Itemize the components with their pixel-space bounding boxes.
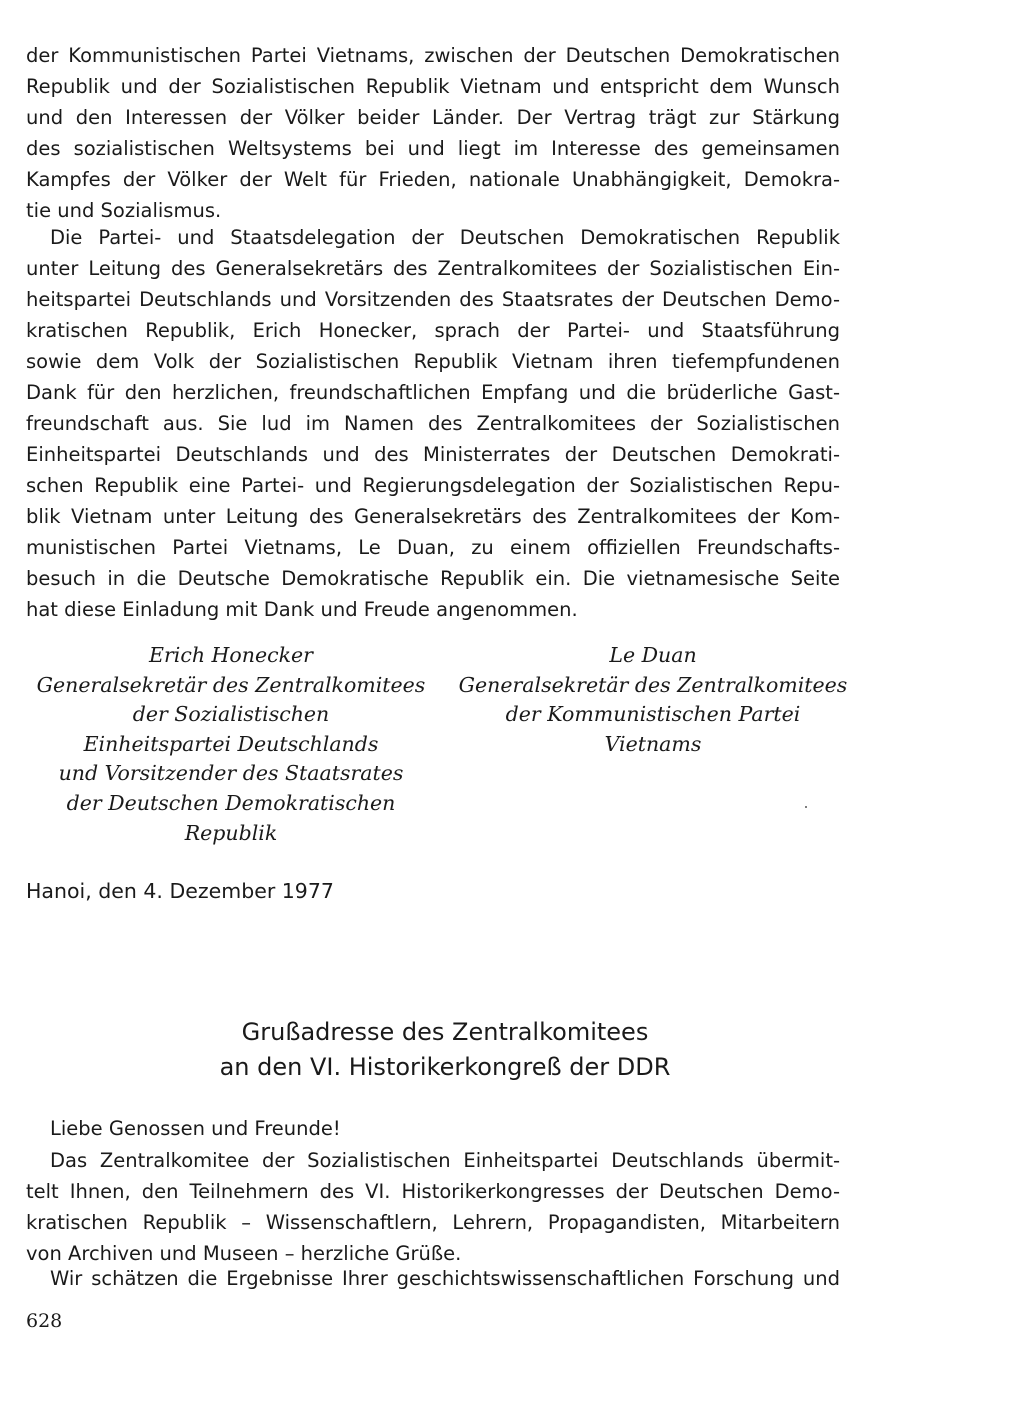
paragraph-1-line-1: der Kommunistischen Partei Vietnams, zwischen der Deutschen Demokratischen <box>26 44 840 67</box>
paragraph-1-line-4: des sozialistischen Weltsystems bei und liegt im Interesse des gemeinsamen <box>26 137 840 160</box>
place-date: Hanoi, den 4. Dezember 1977 <box>26 879 334 903</box>
signature-block-honecker <box>36 641 426 848</box>
paragraph-2-line-11: munistischen Partei Vietnams, Le Duan, zu einem offiziellen Freundschafts- <box>26 536 840 559</box>
paragraph-2-line-5: sowie dem Volk der Sozialistischen Republik Vietnam ihren tiefempfundenen <box>26 350 840 373</box>
section-heading-line-2: an den VI. Historikerkongreß der DDR <box>219 1053 671 1081</box>
paragraph-1-line-5: Kampfes der Völker der Welt für Frieden, nationale Unabhängigkeit, Demokra- <box>26 168 840 191</box>
paragraph-1-line-3: und den Interessen der Völker beider Länder. Der Vertrag trägt zur Stärkung <box>26 106 840 129</box>
paragraph-2-line-2: unter Leitung des Generalsekretärs des Zentralkomitees der Sozialistischen Ein- <box>26 257 840 280</box>
signature-title-line: Einheitspartei Deutschlands <box>83 731 379 756</box>
paragraph-2-line-12: besuch in die Deutsche Demokratische Republik ein. Die vietnamesische Seite <box>26 567 840 590</box>
paragraph-1-line-6: tie und Sozialismus. <box>26 199 222 222</box>
paragraph-1-line-2: Republik und der Sozialistischen Republik Vietnam und entspricht dem Wunsch <box>26 75 840 98</box>
signature-name: Le Duan <box>609 643 697 667</box>
paragraph-2-line-8: Einheitspartei Deutschlands und des Ministerrates der Deutschen Demokrati- <box>26 443 840 466</box>
salutation: Liebe Genossen und Freunde! <box>50 1117 341 1140</box>
paragraph-2-line-7: freundschaft aus. Sie lud im Namen des Zentralkomitees der Sozialistischen <box>26 412 840 435</box>
signature-title-line: Vietnams <box>604 731 702 756</box>
signature-title-line: Generalsekretär des Zentralkomitees <box>458 672 848 697</box>
paragraph-2-line-1: Die Partei- und Staatsdelegation der Deutschen Demokratischen Republik <box>50 226 840 249</box>
paragraph-2-line-13: hat diese Einladung mit Dank und Freude angenommen. <box>26 598 578 621</box>
page-number: 628 <box>26 1310 63 1332</box>
paragraph-2-line-6: Dank für den herzlichen, freundschaftlichen Empfang und die brüderliche Gast- <box>26 381 840 404</box>
signature-title-line: der Kommunistischen Partei <box>505 702 801 727</box>
signature-title-line: Republik <box>184 820 278 845</box>
paragraph-2-line-4: kratischen Republik, Erich Honecker, sprach der Partei- und Staatsführung <box>26 319 840 342</box>
signature-title-line: der Sozialistischen <box>132 702 330 727</box>
signature-title-line: und Vorsitzender des Staatsrates <box>58 761 404 786</box>
section-heading-line-1: Grußadresse des Zentralkomitees <box>241 1018 649 1046</box>
paragraph-4-line-1: Wir schätzen die Ergebnisse Ihrer geschichtswissenschaftlichen Forschung und <box>50 1267 840 1290</box>
scan-speck <box>805 806 807 808</box>
signature-name: Erich Honecker <box>149 643 313 667</box>
signature-title-line: der Deutschen Demokratischen <box>66 790 396 815</box>
paragraph-2-line-10: blik Vietnam unter Leitung des Generalsekretärs des Zentralkomitees der Kom- <box>26 505 840 528</box>
signature-title-line: Generalsekretär des Zentralkomitees <box>36 672 426 697</box>
paragraph-3-line-3: kratischen Republik – Wissenschaftlern, Lehrern, Propagandisten, Mitarbeitern <box>26 1211 840 1234</box>
paragraph-3-line-1: Das Zentralkomitee der Sozialistischen Einheitspartei Deutschlands übermit- <box>50 1149 840 1172</box>
signature-block-le-duan <box>458 641 848 759</box>
paragraph-2-line-3: heitspartei Deutschlands und Vorsitzenden des Staatsrates der Deutschen Demo- <box>26 288 840 311</box>
paragraph-3-line-2: telt Ihnen, den Teilnehmern des VI. Historikerkongresses der Deutschen Demo- <box>26 1180 840 1203</box>
paragraph-2-line-9: schen Republik eine Partei- und Regierungsdelegation der Sozialistischen Repu- <box>26 474 840 497</box>
paragraph-3-line-4: von Archiven und Museen – herzliche Grüße. <box>26 1242 462 1265</box>
